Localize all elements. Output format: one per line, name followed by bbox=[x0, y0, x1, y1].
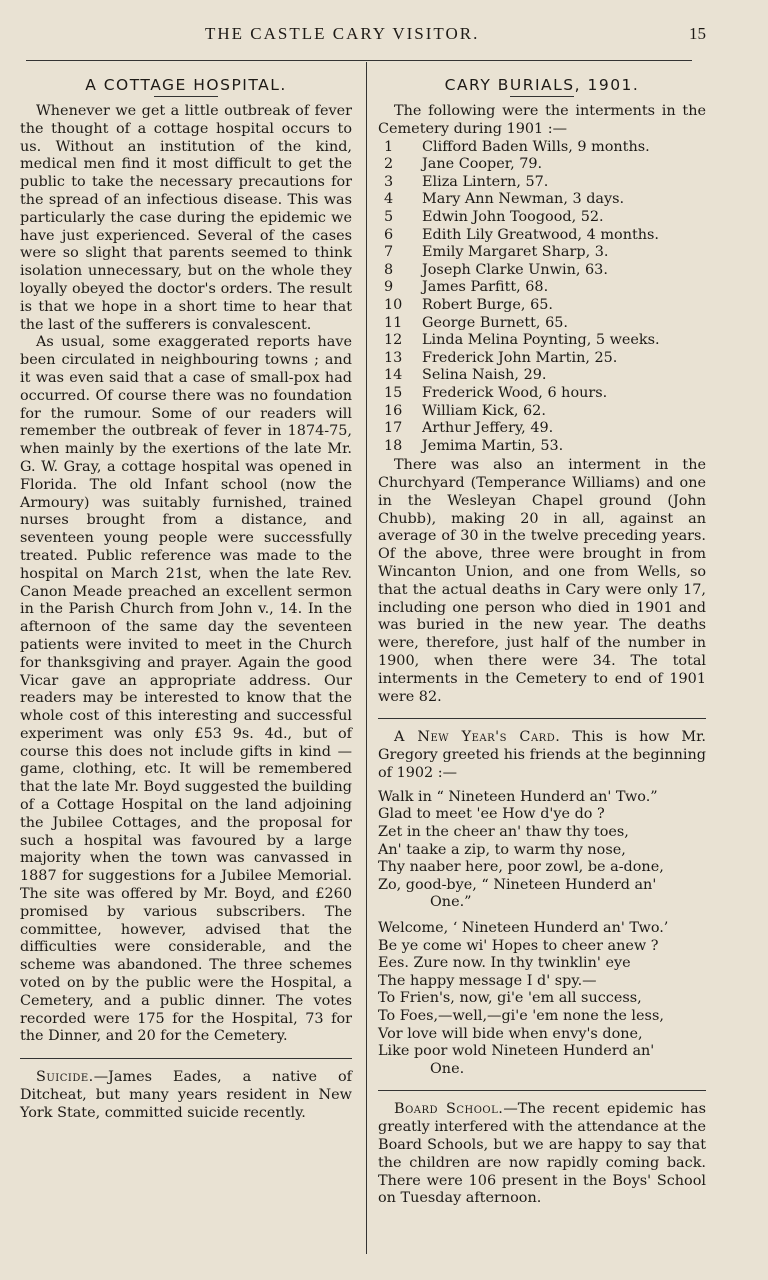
card-intro-text: This is how Mr. Gregory greeted his friends at the beginning of 1902 :— bbox=[378, 729, 707, 782]
burial-number: 16 bbox=[384, 402, 403, 419]
poem-line: Walk in “ Nineteen Hunderd an' Two.” bbox=[378, 788, 658, 805]
burial-entry bbox=[378, 315, 706, 333]
right-column bbox=[378, 66, 706, 1208]
burial-entry bbox=[378, 139, 706, 157]
new-year-card-intro bbox=[378, 729, 706, 782]
burial-number: 7 bbox=[384, 244, 394, 261]
new-year-poem bbox=[378, 789, 706, 1079]
left-column bbox=[20, 66, 352, 1123]
burial-name: Robert Burge, 65. bbox=[422, 296, 553, 313]
burial-name: George Burnett, 65. bbox=[422, 314, 568, 331]
burials-intro: The following were the interments in the Cemetery during 1901 :— bbox=[378, 103, 706, 137]
burial-entry bbox=[378, 262, 706, 280]
header-rule bbox=[26, 60, 692, 61]
burial-name: James Parfitt, 68. bbox=[422, 279, 549, 296]
burial-number: 14 bbox=[384, 367, 403, 384]
heading-rule bbox=[154, 96, 218, 97]
page-number: 15 bbox=[689, 24, 706, 43]
poem-line: To Frien's, now, gi'e 'em all success, bbox=[378, 990, 642, 1007]
burial-number: 6 bbox=[384, 226, 394, 243]
poem-line: Welcome, ‘ Nineteen Hunderd an' Two.’ bbox=[378, 919, 669, 936]
burial-entry bbox=[378, 420, 706, 438]
article-paragraph: As usual, some exaggerated reports have been circulated in neighbouring towns ; and it was even said that a case of small-pox had occurred. Of course there was no foundation for the rumour. Some of our readers will remember the outbreak of fever in 1874-75, when mainly by the exertions of the late Mr. G. W. Gray, a cottage hospital was opened in Florida. The old Infant school (now the Armoury) was suitably furnished, trained nurses brought from a distance, and seventeen young people were successfully treated. Public reference was made to the hospital on March 21st, when the late Rev. Canon Meade preached an excellent sermon in the Parish Church from John v., 14. In the afternoon of the same day the seventeen patients were invited to meet in the Church for thanksgiving and prayer. Again the good Vicar gave an appropriate address. Our readers may be interested to know that the whole cost of this interesting and successful experiment was only £53 9s. 4d., but of course this does not include gifts in kind —game, clothing, etc. It will be remembered that the late Mr. Boyd suggested the building of a Cottage Hospital on the land adjoining the Jubilee Cottages, and the proposal for such a hospital was favoured by a large majority when the town was canvassed in 1887 for suggestions for a Jubilee Memorial. The site was offered by Mr. Boyd, and £260 promised by various subscribers. The committee, however, advised that the difficulties were considerable, and the scheme was abandoned. The three schemes voted on by the public were the Hospital, a Cemetery, and a public dinner. The votes recorded were 175 for the Hospital, 73 for the Dinner, and 20 for the Cemetery. bbox=[20, 334, 352, 1045]
poem-line: One.” bbox=[430, 894, 472, 911]
publication-title: THE CASTLE CARY VISITOR. bbox=[205, 24, 480, 43]
board-school-notice bbox=[378, 1101, 706, 1208]
poem-line: Vor love will bide when envy's done, bbox=[378, 1025, 643, 1042]
burial-name: Selina Naish, 29. bbox=[422, 367, 547, 384]
section-rule bbox=[20, 1058, 352, 1059]
burial-name: Linda Melina Poynting, 5 weeks. bbox=[422, 332, 660, 349]
burial-number: 1 bbox=[384, 138, 394, 155]
burial-number: 18 bbox=[384, 437, 403, 454]
burial-number: 12 bbox=[384, 332, 403, 349]
burial-name: Eliza Lintern, 57. bbox=[422, 173, 549, 190]
burial-name: William Kick, 62. bbox=[422, 402, 546, 419]
burial-number: 13 bbox=[384, 349, 403, 366]
burials-summary: There was also an interment in the Churchyard (Temperance Williams) and one in the Wesleyan Chapel ground (John Chubb), making 20 in all, against an average of 30 in the twelve preceding years. Of the above, three were brought in from Wincanton Union, and one from Wells, so that the actual deaths in Cary were only 17, including one person who died in 1901 and was buried in the new year. The deaths were, therefore, just half of the number in 1900, when there were 34. The total interments in the Cemetery to end of 1901 were 82. bbox=[378, 457, 706, 705]
burial-entry bbox=[378, 191, 706, 209]
running-head bbox=[0, 24, 768, 50]
column-divider bbox=[366, 62, 367, 1254]
burial-number: 5 bbox=[384, 208, 394, 225]
burial-entry bbox=[378, 297, 706, 315]
burial-list bbox=[378, 139, 706, 456]
suicide-text: —James Eades, a native of Ditcheat, but many years resident in New York State, committed suicide recently. bbox=[20, 1069, 352, 1121]
burial-name: Arthur Jeffery, 49. bbox=[422, 420, 554, 437]
poem-line: The happy message I d' spy.— bbox=[378, 972, 597, 989]
poem-line: Zo, good-bye, “ Nineteen Hunderd an' bbox=[378, 876, 657, 893]
burial-number: 8 bbox=[384, 261, 394, 278]
burial-entry bbox=[378, 244, 706, 262]
burial-number: 4 bbox=[384, 191, 394, 208]
burial-entry bbox=[378, 385, 706, 403]
section-rule bbox=[378, 1090, 706, 1091]
poem-line: Zet in the cheer an' thaw thy toes, bbox=[378, 824, 629, 841]
burial-name: Emily Margaret Sharp, 3. bbox=[422, 244, 609, 261]
poem-line: Be ye come wi' Hopes to cheer anew ? bbox=[378, 937, 659, 954]
burial-name: Mary Ann Newman, 3 days. bbox=[422, 191, 625, 208]
burial-name: Jemima Martin, 53. bbox=[422, 437, 564, 454]
burial-number: 2 bbox=[384, 156, 394, 173]
burial-number: 9 bbox=[384, 279, 394, 296]
poem-line: Thy naaber here, poor zowl, be a-done, bbox=[378, 859, 664, 876]
board-school-text: —The recent epidemic has greatly interfered with the attendance at the Board Schools, but we are happy to say that the children are now rapidly coming back. There were 106 present in the Boys' School on Tuesday afternoon. bbox=[378, 1101, 706, 1207]
burial-number: 15 bbox=[384, 384, 403, 401]
burial-name: Clifford Baden Wills, 9 months. bbox=[422, 138, 650, 155]
burial-entry bbox=[378, 350, 706, 368]
cary-burials-heading: CARY BURIALS, 1901. bbox=[444, 76, 640, 94]
suicide-lead: Suicide. bbox=[36, 1069, 94, 1086]
burial-name: Joseph Clarke Unwin, 63. bbox=[422, 261, 608, 278]
poem-line: An' taake a zip, to warm thy nose, bbox=[378, 841, 626, 858]
burial-name: Frederick Wood, 6 hours. bbox=[422, 384, 608, 401]
burial-number: 10 bbox=[384, 296, 403, 313]
burial-name: Jane Cooper, 79. bbox=[422, 156, 543, 173]
stanza-gap bbox=[378, 912, 706, 920]
article-paragraph: Whenever we get a little outbreak of fever the thought of a cottage hospital occurs to us. Without an institution of the kind, medical men find it most difficult to get the public to take the necessary precautions for the spread of an infectious disease. This was particularly the case during the epidemic we have just experienced. Several of the cases were so slight that parents seemed to think isolation unnecessary, but on the whole they loyally obeyed the doctor's orders. The result is that we hope in a short time to hear that the last of the sufferers is convalescent. bbox=[20, 103, 352, 333]
cottage-hospital-heading: A COTTAGE HOSPITAL. bbox=[85, 76, 287, 94]
burial-entry bbox=[378, 438, 706, 456]
burial-entry bbox=[378, 279, 706, 297]
burial-entry bbox=[378, 403, 706, 421]
burial-entry bbox=[378, 367, 706, 385]
burial-entry bbox=[378, 227, 706, 245]
burial-entry bbox=[378, 156, 706, 174]
poem-line: Glad to meet 'ee How d'ye do ? bbox=[378, 806, 605, 823]
poem-line: Ees. Zure now. In thy twinklin' eye bbox=[378, 955, 631, 972]
burial-name: Edwin John Toogood, 52. bbox=[422, 208, 604, 225]
burial-name: Frederick John Martin, 25. bbox=[422, 349, 618, 366]
burial-entry bbox=[378, 209, 706, 227]
board-school-lead: Board School. bbox=[394, 1101, 504, 1118]
burial-entry bbox=[378, 174, 706, 192]
section-rule bbox=[378, 718, 706, 719]
poem-line: Like poor wold Nineteen Hunderd an' bbox=[378, 1043, 655, 1060]
heading-rule bbox=[510, 96, 574, 97]
burial-name: Edith Lily Greatwood, 4 months. bbox=[422, 226, 659, 243]
suicide-notice bbox=[20, 1069, 352, 1122]
card-lead: A New Year's Card. bbox=[394, 729, 561, 746]
burial-entry bbox=[378, 332, 706, 350]
poem-line: One. bbox=[430, 1060, 465, 1077]
burial-number: 11 bbox=[384, 314, 403, 331]
poem-line: To Foes,—well,—gi'e 'em none the less, bbox=[378, 1007, 664, 1024]
burial-number: 3 bbox=[384, 173, 394, 190]
burial-number: 17 bbox=[384, 420, 403, 437]
